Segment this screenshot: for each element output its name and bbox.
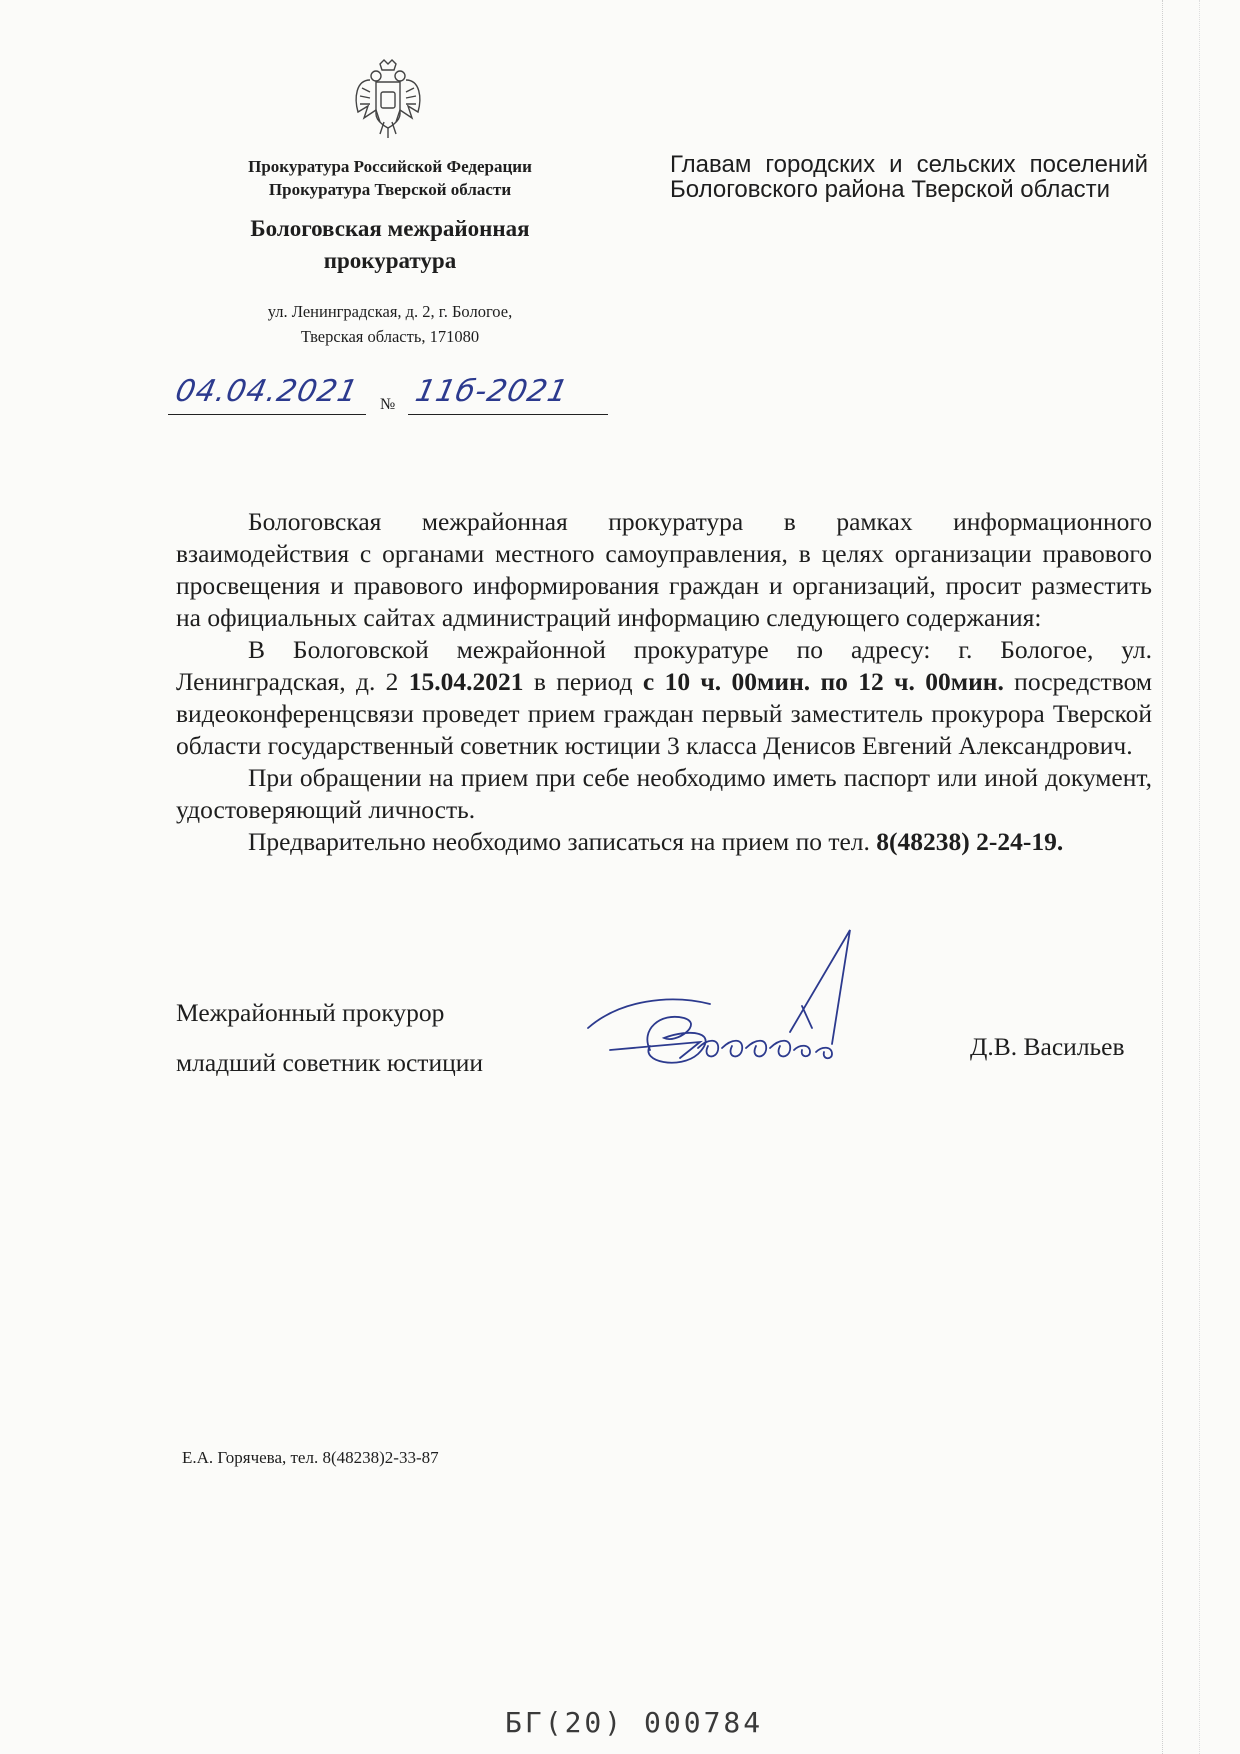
body-paragraph-3: При обращении на прием при себе необходимо иметь паспорт или иной документ, удостоверяющий личность. — [176, 763, 1152, 824]
office-address — [190, 299, 590, 349]
number-underline — [408, 414, 608, 415]
handwritten-number: 11б-2021 — [412, 374, 572, 409]
reception-time: с 10 ч. 00мин. по 12 ч. 00мин. — [642, 667, 1004, 696]
handwritten-date: 04.04.2021 — [172, 374, 362, 409]
p2-text-a: В Бологовской межрайонной прокуратуре по адресу: г. Бологое, ул. Ленинградская, д. 2 — [176, 635, 1152, 696]
office-name-line-2: прокуратура — [323, 248, 457, 273]
number-sign: № — [380, 396, 396, 413]
signer-name: Д.В. Васильев — [970, 1032, 1125, 1061]
letter-body — [176, 506, 1152, 858]
coat-of-arms-icon — [350, 58, 426, 142]
registration-block — [168, 374, 608, 424]
scan-edge-artifact — [1162, 0, 1200, 1754]
handwritten-signature — [580, 920, 940, 1080]
reception-date: 15.04.2021 — [408, 667, 524, 696]
executor-contact: Е.А. Горячева, тел. 8(48238)2-33-87 — [182, 1448, 439, 1467]
addressee-block: Главам городских и сельских поселений Бологовского района Тверской области — [670, 151, 1148, 203]
date-underline — [168, 414, 366, 415]
letterhead — [190, 155, 590, 349]
signer-position-line-2: младший советник юстиции — [176, 1048, 484, 1077]
body-paragraph-1: Бологовская межрайонная прокуратура в рамках информационного взаимодействия с органами местного самоуправления, в целях организации правового просвещения и правового информирования граждан и организаций, просит разместить на официальных сайтах администраций информацию следующего содержания: — [176, 507, 1152, 632]
office-name — [190, 213, 590, 277]
body-paragraph-2 — [176, 634, 1152, 762]
serial-number: БГ(20) 000784 — [505, 1706, 764, 1739]
org-name-federal: Прокуратура Российской Федерации — [248, 157, 532, 176]
p2-text-c: посредством видеоконференцсвязи проведет прием граждан первый заместитель прокурора Тверской области государственный советник юстиции 3 класса Денисов Евгений Александрович. — [176, 667, 1152, 760]
org-name-regional: Прокуратура Тверской области — [268, 180, 512, 199]
address-line-1: ул. Ленинградская, д. 2, г. Бологое, — [267, 302, 513, 321]
body-paragraph-4 — [176, 826, 1152, 858]
signer-position — [176, 988, 483, 1088]
p2-text-b: в период — [523, 667, 643, 696]
address-line-2: Тверская область, 171080 — [300, 327, 480, 346]
contact-phone: 8(48238) 2-24-19. — [876, 827, 1064, 856]
office-name-line-1: Бологовская межрайонная — [250, 216, 530, 241]
signer-position-line-1: Межрайонный прокурор — [176, 998, 445, 1027]
p4-text: Предварительно необходимо записаться на прием по тел. — [248, 827, 877, 856]
